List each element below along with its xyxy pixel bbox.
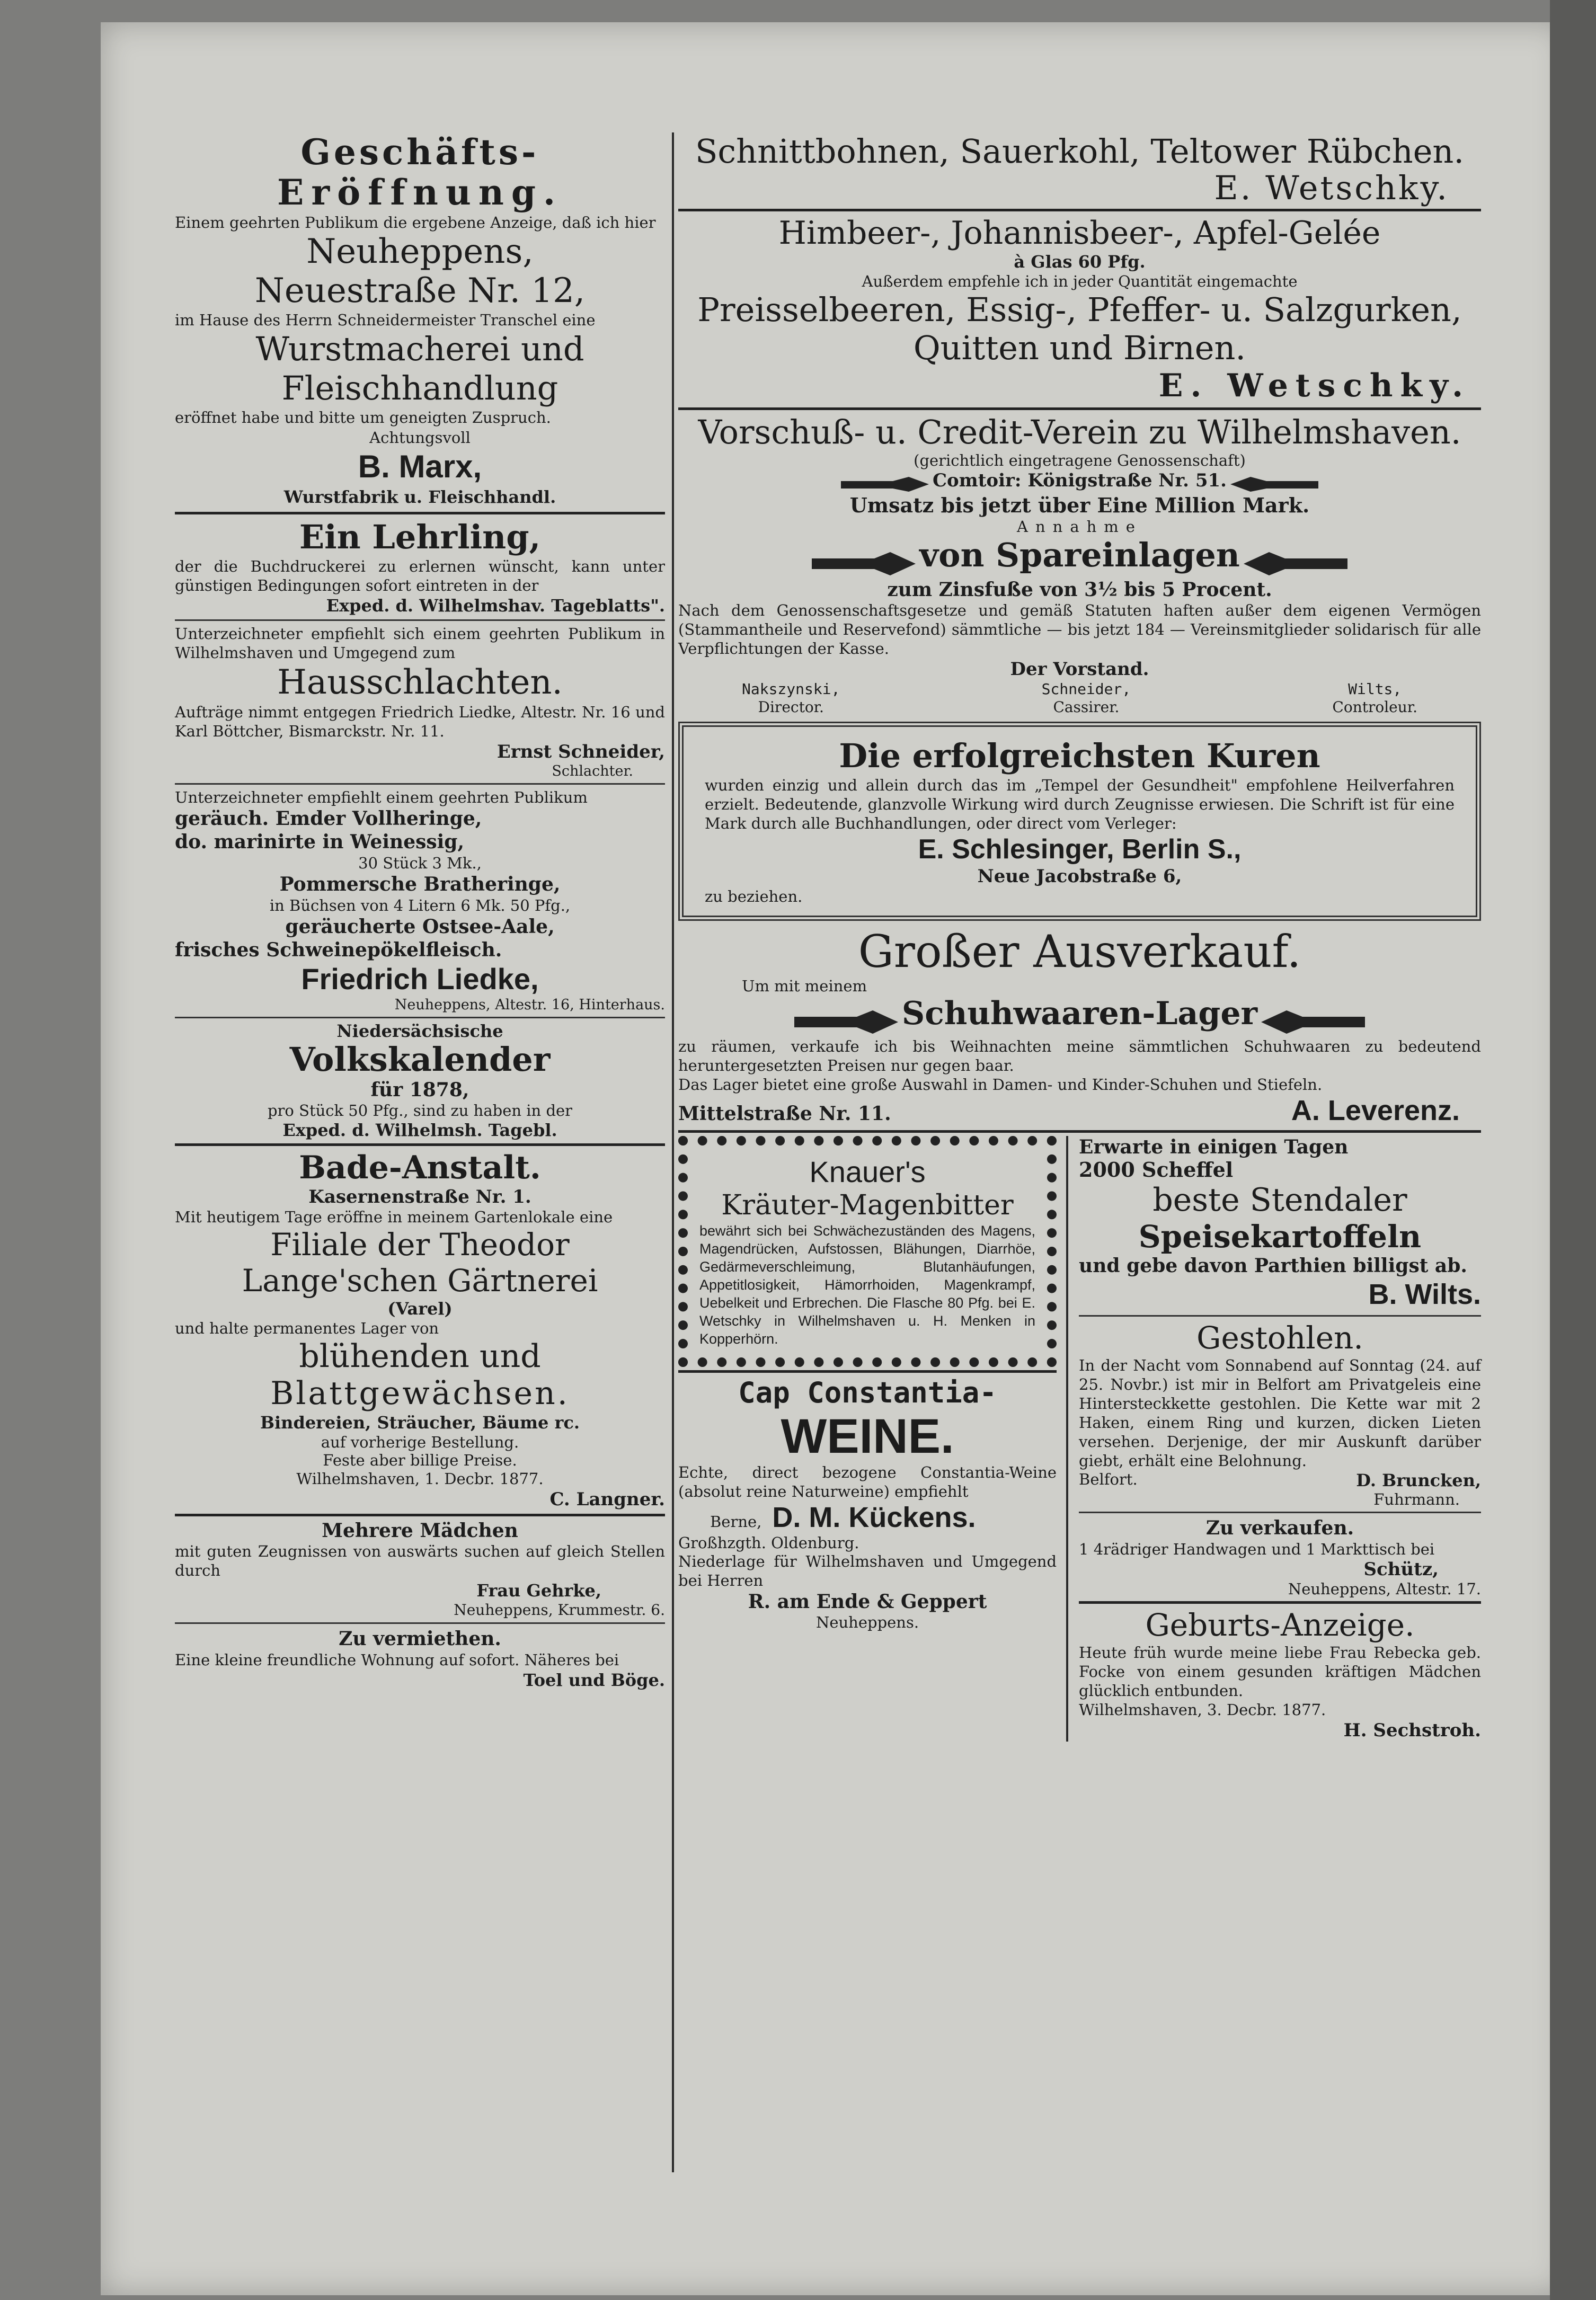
ad-signature: E. Wetschky. [1214, 168, 1449, 207]
ad-item: Bindereien, Sträucher, Bäume rc. [260, 1413, 580, 1433]
ad-title: Ein Lehrling, [299, 518, 541, 556]
ad-signature-sub: Fuhrmann. [1373, 1490, 1460, 1508]
board-member [742, 680, 840, 716]
ad-signature: C. Langner. [549, 1489, 665, 1510]
member-role: Director. [758, 698, 824, 716]
ad-title: Großer Ausverkauf. [858, 926, 1301, 978]
ad-heading: Wurstmacherei und [255, 330, 584, 368]
ad-title: Zu verkaufen. [1205, 1516, 1354, 1539]
ad-date: Wilhelmshaven, 3. Decbr. 1877. [1079, 1700, 1326, 1719]
ad-heading: Neuheppens, [306, 232, 534, 271]
ad-geburt [1079, 1607, 1481, 1742]
ad-signature-sub: Neuheppens, Altestr. 16, Hinterhaus. [394, 997, 665, 1013]
ad-signature: E. Wetschky. [1158, 367, 1470, 404]
ad-text: Unterzeichneter empfiehlt sich einem geehrten Publikum in Wilhelmshaven und Umgegend zum [175, 625, 665, 662]
column-divider [672, 132, 674, 2172]
cap-signature-line [678, 1501, 1057, 1534]
ad-heading: Quitten und Birnen. [913, 328, 1246, 367]
pointing-hand-right-icon [793, 1007, 899, 1037]
ad-item: frisches Schweinepökelfleisch. [175, 939, 502, 961]
ad-title: Knauer's [809, 1155, 926, 1188]
ad-gelee [678, 215, 1481, 404]
ad-heading: Umsatz bis jetzt über Eine Million Mark. [849, 493, 1310, 517]
divider [175, 1017, 665, 1018]
member-name: Wilts, [1348, 680, 1402, 698]
ad-address: Mittelstraße Nr. 11. [678, 1102, 891, 1125]
ad-item: in Büchsen von 4 Litern 6 Mk. 50 Pfg., [269, 896, 571, 914]
ad-title: Vorschuß- u. Credit-Verein zu Wilhelmshaven. [698, 413, 1461, 451]
ad-heading: Blattgewächsen. [270, 1375, 570, 1412]
ad-text: wurden einzig und allein durch das im „Tempel der Gesundheit" empfohlene Heilverfahren erzielt. Bedeutende, glanzvolle Wirkung wird durch Zeugnisse erwiesen. Die Schrift ist für eine Mark durch alle Buchhandlungen, oder direct vom Verleger: [705, 776, 1455, 832]
ad-text: Außerdem empfehle ich in jeder Quantität eingemachte [862, 272, 1298, 290]
ad-heading: beste Stendaler [1152, 1181, 1407, 1219]
board-members [678, 680, 1481, 716]
divider [678, 1130, 1481, 1133]
ad-heading: Schuhwaaren-Lager [901, 995, 1258, 1032]
ad-text: zu beziehen. [705, 887, 803, 905]
ad-location: Großhzgth. Oldenburg. [678, 1533, 859, 1552]
ad-heading: Filiale der Theodor [270, 1227, 570, 1263]
ad-title: Himbeer-, Johannisbeer-, Apfel-Gelée [778, 215, 1381, 252]
ad-heading: Comtoir: Königstraße Nr. 51. [933, 470, 1227, 491]
ad-title: Eröffnung. [277, 172, 563, 213]
ad-title: Geschäfts- [300, 131, 539, 173]
ad-item: 30 Stück 3 Mk., [358, 854, 482, 872]
ad-wetschky-gemuese [678, 132, 1481, 206]
ad-item: auf vorherige Bestellung. [321, 1433, 519, 1451]
ad-text: Um mit meinem [742, 977, 867, 995]
ad-heading: Niedersächsische [336, 1021, 503, 1041]
ad-heading: blühenden und [299, 1338, 541, 1375]
ad-text: Aufträge nimmt entgegen Friedrich Liedke, Altestr. Nr. 16 und Karl Böttcher, Bismarckstr. Nr. 11. [175, 703, 665, 740]
ad-knauer [678, 1136, 1057, 1367]
ad-text: Mit heutigem Tage eröffne in meinem Gartenlokale eine [175, 1208, 613, 1226]
ad-signature-sub: Schlachter. [552, 763, 633, 779]
ad-title: Mehrere Mädchen [322, 1520, 518, 1542]
ad-text: und gebe davon Parthien billigst ab. [1079, 1254, 1467, 1277]
ad-heading: Fleischhandlung [281, 369, 558, 407]
ad-item: Pommersche Bratheringe, [279, 873, 561, 895]
divider [175, 1143, 665, 1146]
member-name: Schneider, [1041, 680, 1131, 698]
lower-right-right [1068, 1136, 1481, 1742]
ad-signature: Ernst Schneider, [496, 741, 665, 762]
pointing-hand-left-icon [1243, 549, 1349, 579]
ad-kuren-frame [678, 722, 1481, 921]
pointing-hand-left-icon [1229, 475, 1319, 494]
ad-dealer: R. am Ende & Geppert [748, 1590, 987, 1613]
ad-geschaeftseroeffnung [175, 132, 665, 509]
ad-maedchen [175, 1520, 665, 1619]
ad-text: Nach dem Genossenschaftsgesetze und gemäß Statuten haften außer dem eigenen Vermögen (Stammantheile und Reservefond) sämmtliche — bis jetzt 184 — Vereinsmitglieder solidarisch für alle Verpflichtungen der Kasse. [678, 601, 1481, 658]
right-column [678, 132, 1481, 1742]
left-column [175, 132, 665, 1691]
ad-heading: Neuestraße Nr. 12, [254, 271, 586, 310]
ad-heading: Der Vorstand. [1010, 659, 1149, 680]
divider [678, 407, 1481, 410]
board-member [1332, 680, 1417, 716]
ad-text: Das Lager bietet eine große Auswahl in Damen- und Kinder-Schuhen und Stiefeln. [678, 1075, 1323, 1094]
ad-heading: (Varel) [387, 1299, 453, 1319]
ad-signature: B. Wilts. [1368, 1278, 1481, 1310]
ad-text: Heute früh wurde meine liebe Frau Rebecka geb. Focke von einem gesunden kräftigen Mädchen glücklich entbunden. [1079, 1643, 1481, 1700]
ad-text: Achtungsvoll [369, 429, 471, 447]
ad-signature: Exped. d. Wilhelmshav. Tageblatts". [326, 596, 665, 616]
ad-text: der die Buchdruckerei zu erlernen wünscht, kann unter günstigen Bedingungen sofort eintreten in der [175, 557, 665, 594]
ad-lehrling [175, 518, 665, 616]
divider [175, 1622, 665, 1624]
ad-signature: Frau Gehrke, [476, 1580, 601, 1601]
ad-heringe [175, 788, 665, 1014]
ad-vermiethen [175, 1627, 665, 1691]
member-name: Nakszynski, [742, 680, 840, 698]
ad-title: Hausschlachten. [277, 663, 563, 702]
ad-text: eröffnet habe und bitte um geneigten Zuspruch. [175, 409, 551, 427]
ad-text: 1 4rädriger Handwagen und 1 Markttisch bei [1079, 1540, 1435, 1558]
ad-cap-constantia [678, 1376, 1057, 1631]
ad-text: (gerichtlich eingetragene Genossenschaft) [914, 451, 1246, 469]
divider [678, 209, 1481, 211]
ad-credit-verein [678, 413, 1481, 716]
divider [175, 512, 665, 514]
ad-text: Echte, direct bezogene Constantia-Weine (absolut reine Naturweine) empfiehlt [678, 1463, 1057, 1500]
ad-heading: zum Zinsfuße von 3½ bis 5 Procent. [887, 579, 1272, 601]
ad-item: Feste aber billige Preise. [323, 1451, 517, 1469]
ad-signature: D. Bruncken, [1356, 1470, 1481, 1490]
pointing-hand-left-icon [1260, 1007, 1366, 1037]
ad-title: Gestohlen. [1196, 1319, 1363, 1356]
ad-heading: Kasernenstraße Nr. 1. [308, 1186, 531, 1207]
ad-text: zu räumen, verkaufe ich bis Weihnachten meine sämmtlichen Schuhwaaren zu bedeutend heruntergesetzten Preisen nur gegen baar. [678, 1037, 1481, 1074]
schuhwaaren-line [678, 995, 1481, 1037]
ad-ausverkauf [678, 926, 1481, 1127]
ad-signature-sub: Wurstfabrik u. Fleischhandl. [283, 487, 556, 507]
member-role: Controleur. [1332, 698, 1417, 716]
ad-hausschlachten [175, 624, 665, 780]
ad-signature-sub: Neue Jacobstraße 6, [977, 866, 1182, 887]
ad-date: Wilhelmshaven, 1. Decbr. 1877. [296, 1470, 544, 1488]
ad-signature-sub: Neuheppens, Krummestr. 6. [454, 1601, 665, 1619]
spareinlagen-line [678, 536, 1481, 579]
divider [175, 783, 665, 785]
office-line [678, 469, 1481, 494]
ad-text: mit guten Zeugnissen von auswärts suchen auf gleich Stellen durch [175, 1542, 665, 1579]
pointing-hand-right-icon [811, 549, 917, 579]
ad-signature: D. M. Kückens. [772, 1501, 976, 1533]
ad-text: Einem geehrten Publikum die ergebene Anzeige, daß ich hier [175, 214, 656, 232]
divider [1079, 1601, 1481, 1604]
divider [1079, 1315, 1481, 1317]
ad-heading: Lange'schen Gärtnerei [242, 1263, 598, 1299]
ad-signature: Schütz, [1363, 1558, 1439, 1580]
divider [175, 1514, 665, 1516]
ad-text: Erwarte in einigen Tagen [1079, 1135, 1349, 1158]
ad-gestohlen [1079, 1320, 1481, 1508]
ad-item: geräuch. Emder Vollheringe, [175, 807, 482, 830]
ad-title: Geburts-Anzeige. [1145, 1606, 1415, 1643]
member-role: Cassirer. [1053, 698, 1120, 716]
board-member [1042, 680, 1131, 716]
ad-signature: Toel und Böge. [523, 1670, 665, 1690]
ad-location: Neuheppens. [815, 1613, 919, 1631]
ausverkauf-footer [678, 1094, 1481, 1127]
pointing-hand-right-icon [840, 475, 930, 494]
ad-heading: Preisselbeeren, Essig-, Pfeffer- u. Salzgurken, [697, 290, 1462, 329]
ad-signature-sub: Neuheppens, Altestr. 17. [1288, 1579, 1481, 1598]
ad-signature: A. Leverenz. [1291, 1094, 1460, 1126]
book-spine [1550, 0, 1596, 2300]
ad-title: Cap Constantia- [738, 1375, 997, 1409]
ad-signature: Friedrich Liedke, [301, 962, 539, 996]
lower-right-split [678, 1136, 1481, 1742]
ad-text: Unterzeichneter empfiehlt einem geehrten Publikum [175, 788, 588, 806]
ad-text: im Hause des Herrn Schneidermeister Transchel eine [175, 311, 596, 329]
divider [175, 619, 665, 621]
ad-title: WEINE. [781, 1409, 954, 1463]
ad-text: 2000 Scheffel [1079, 1157, 1234, 1182]
lower-right-left [678, 1136, 1068, 1742]
ad-title: Volkskalender [289, 1040, 551, 1079]
ad-title: Zu vermiethen. [339, 1628, 501, 1650]
ad-signature: Exped. d. Wilhelmsh. Tagebl. [282, 1120, 557, 1140]
ad-heading: Speisekartoffeln [1138, 1218, 1422, 1255]
ad-location: Berne, [710, 1512, 762, 1531]
ad-text: Niederlage für Wilhelmshaven und Umgegend bei Herren [678, 1552, 1057, 1589]
ad-title: Bade-Anstalt. [299, 1149, 541, 1186]
ad-text: Eine kleine freundliche Wohnung auf sofort. Näheres bei [175, 1651, 619, 1669]
ad-text: Annahme [1017, 517, 1142, 536]
ad-badeanstalt [175, 1149, 665, 1511]
divider [1079, 1512, 1481, 1513]
ad-text: und halte permanentes Lager von [175, 1319, 439, 1337]
ad-item: geräucherte Ostsee-Aale, [285, 916, 555, 938]
ad-price: à Glas 60 Pfg. [1014, 252, 1146, 272]
ad-title: Kräuter-Magenbitter [721, 1189, 1014, 1221]
ad-text: pro Stück 50 Pfg., sind zu haben in der [267, 1102, 573, 1120]
ad-title: von Spareinlagen [919, 535, 1240, 574]
ad-heading: für 1878, [370, 1079, 469, 1101]
divider [678, 1370, 1057, 1373]
gestohlen-signature [1079, 1470, 1481, 1490]
ad-title: Die erfolgreichsten Kuren [839, 736, 1320, 775]
ad-verkaufen [1079, 1516, 1481, 1598]
ad-signature: H. Sechstroh. [1343, 1719, 1481, 1741]
ad-signature: E. Schlesinger, Berlin S., [918, 834, 1242, 865]
ad-title: Schnittbohnen, Sauerkohl, Teltower Rübchen. [695, 132, 1465, 171]
ad-location: Belfort. [1079, 1470, 1138, 1488]
ad-kartoffeln [1079, 1136, 1481, 1312]
ad-volkskalender [175, 1022, 665, 1140]
ad-text: In der Nacht vom Sonnabend auf Sonntag (24. auf 25. Novbr.) ist mir in Belfort am Privatgeleis eine Hintersteckkette gestohlen. Die Kette war mit 2 Haken, einem Ring und kurzen, dicken Lieten versehen. Derjenige, der mir Auskunft darüber giebt, erhält eine Belohnung. [1079, 1356, 1481, 1470]
ad-item: do. marinirte in Weinessig, [175, 831, 465, 853]
ad-signature: B. Marx, [358, 449, 482, 484]
ad-text: bewährt sich bei Schwächezuständen des Magens, Magendrücken, Aufstossen, Blähungen, Diarrhöe, Gedärmeverschleimung, Blutanhäufungen, Appetitlosigkeit, Hämorrhoiden, Magenkrampf, Uebelkeit und Erbrechen. Die Flasche 80 Pfg. bei E. Wetschky in Wilhelmshaven u. H. Menken in Kopperhörn. [699, 1222, 1036, 1347]
